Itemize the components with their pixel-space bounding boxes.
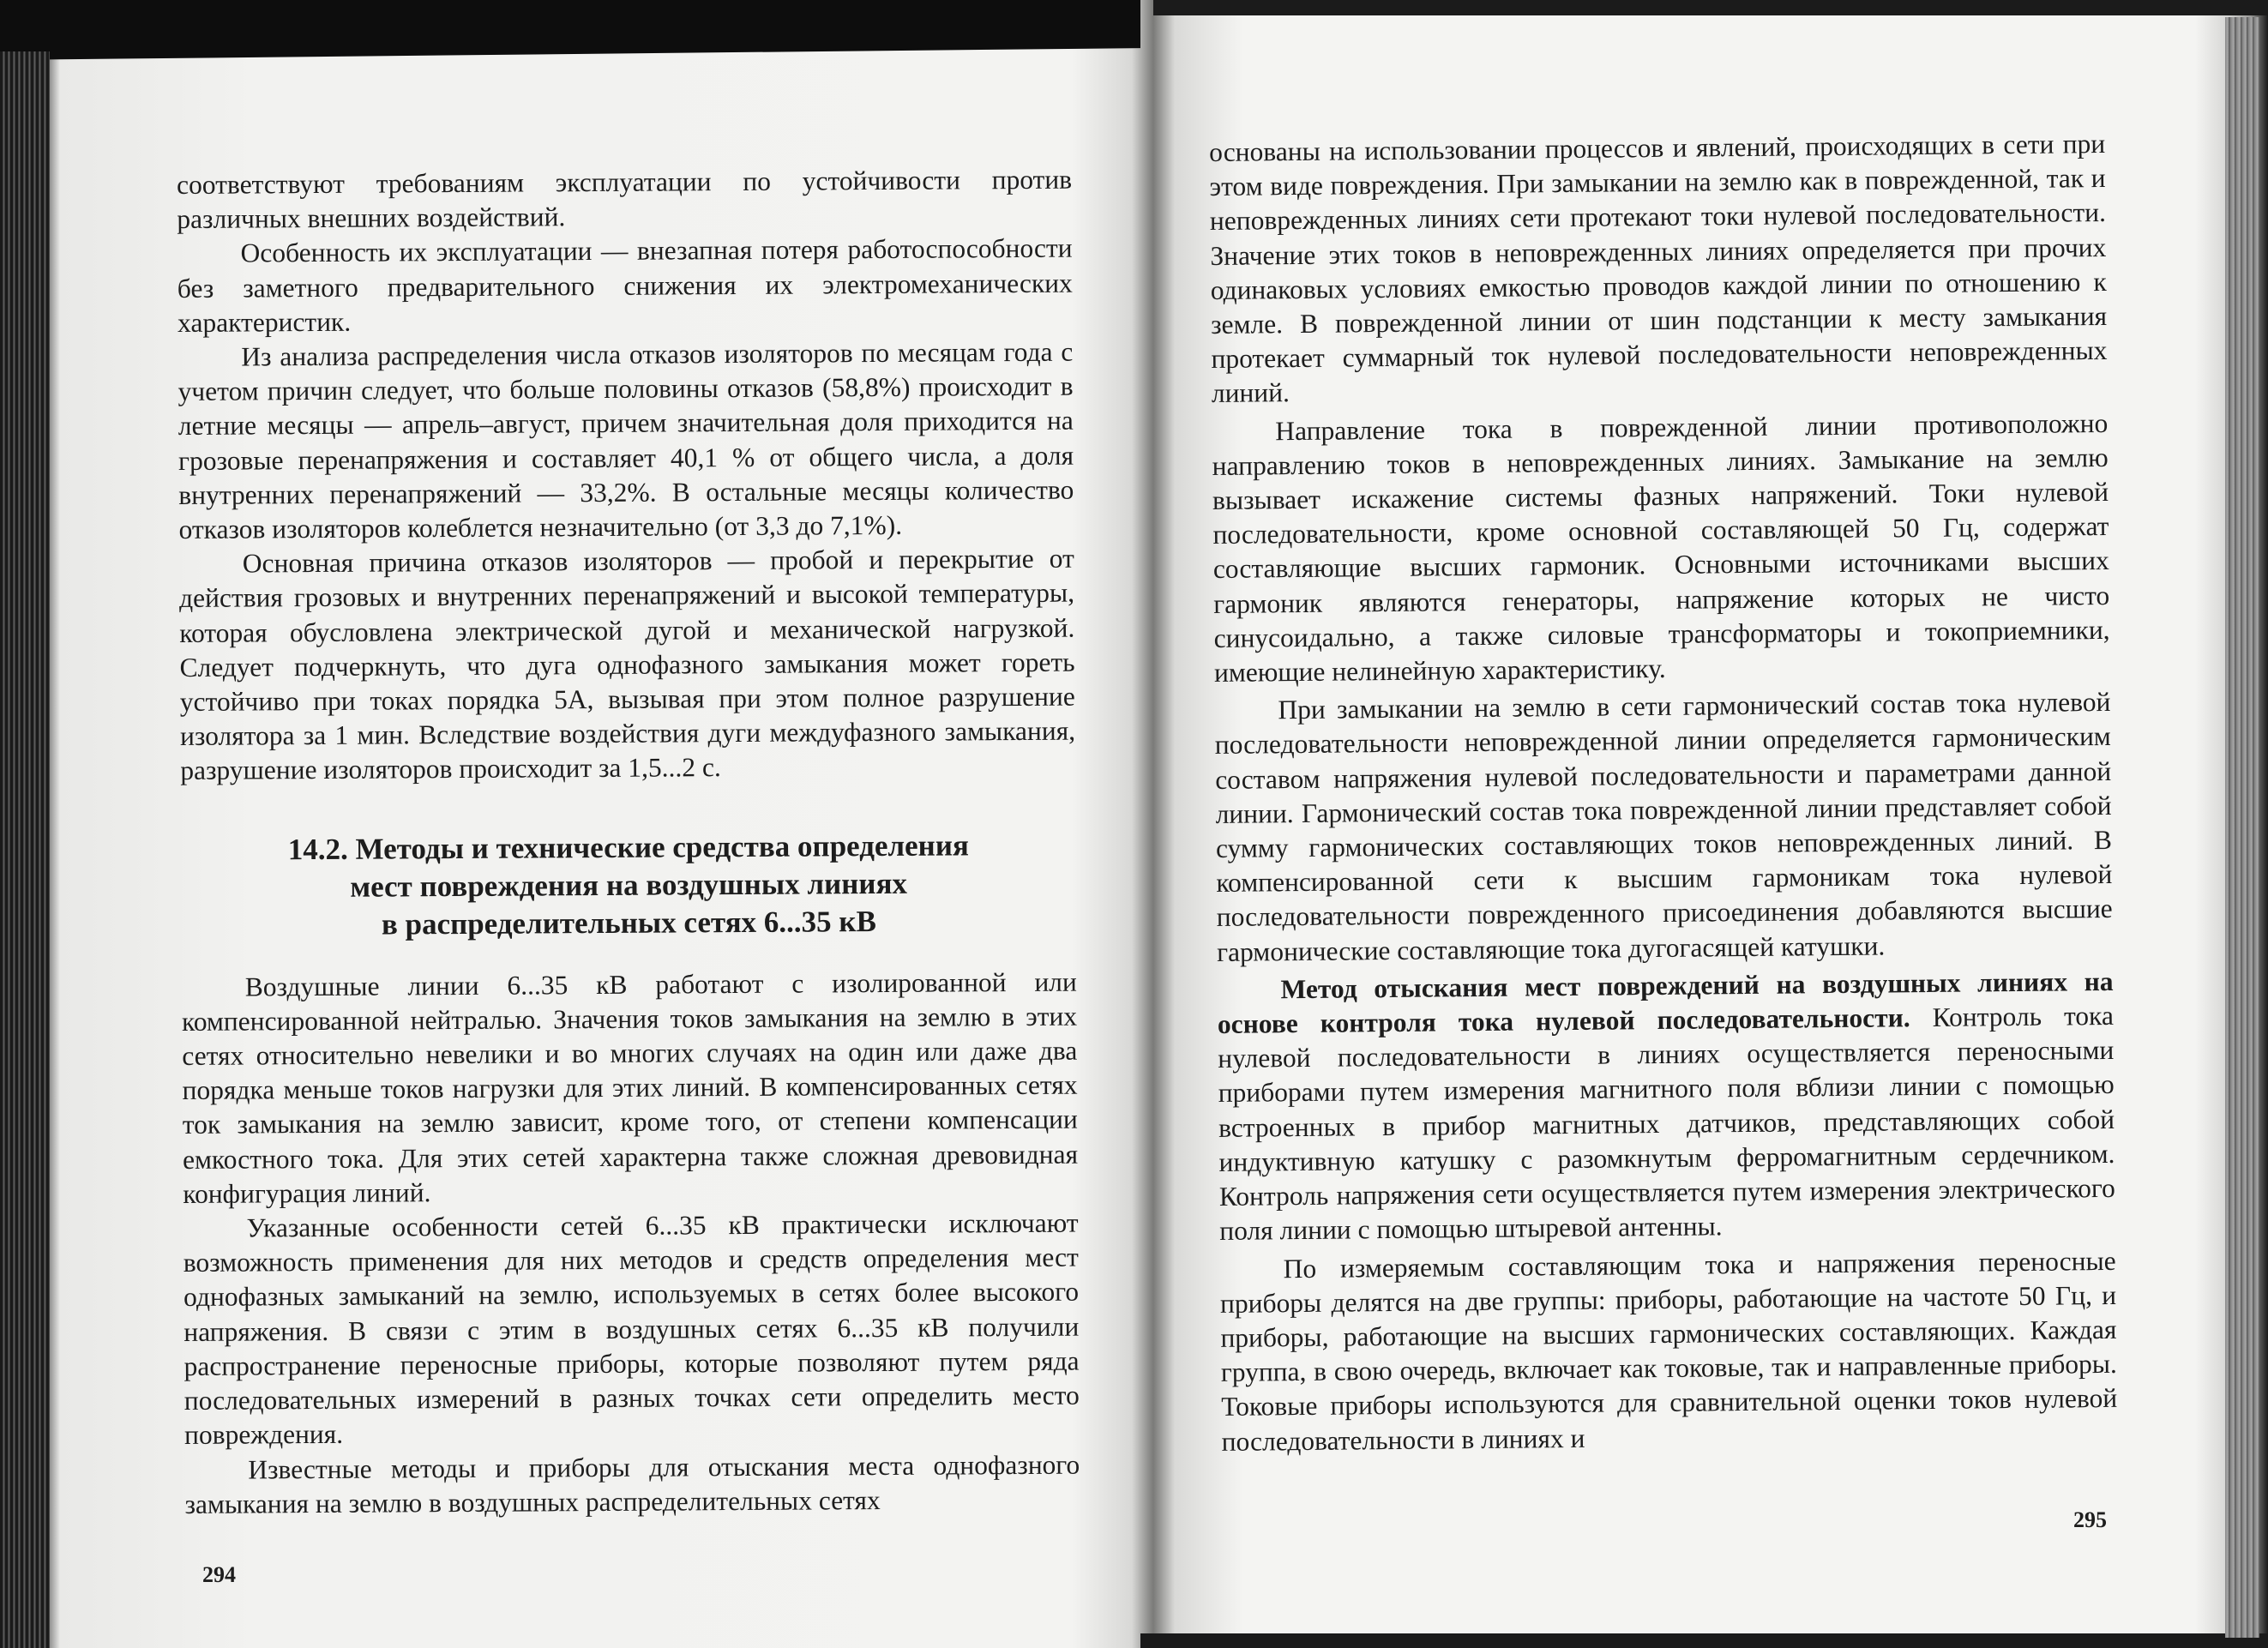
- right-page: [1209, 127, 2118, 1459]
- paragraph: Воздушные линии 6...35 кВ работают с изолированной или компенсированной нейтралью. Значения токов замыкания на землю в этих сетях относительно невелики и во многих случаях на один или даже два порядка меньше токов нагрузки для этих линий. В компенсированных сетях ток замыкания на землю зависит, кроме того, от степени компенсации емкостного тока. Для этих сетей характерна также сложная древовидная конфигурация линий.: [181, 966, 1079, 1209]
- left-page: [177, 163, 1080, 1522]
- scan-bottom-shadow-right: [1140, 1633, 2268, 1648]
- paragraph: Из анализа распределения числа отказов изоляторов по месяцам года с учетом причин следует, что больше половины отказов (58,8%) происходит в летние месяцы — апрель–август, причем значительная доля приходится на грозовые перенапряжения и составляет 40,1 % от общего числа, а доля внутренних перенапряжений — 33,2%. В остальные месяцы количество отказов изоляторов колеблется незначительно (от 3,3 до 7,1%).: [177, 336, 1074, 545]
- scan-top-shadow-right: [1153, 0, 2268, 15]
- page-edges-right: [2225, 17, 2259, 1638]
- paragraph: основаны на использовании процессов и явлений, происходящих в сети при этом виде повреждения. При замыкании на землю как в поврежденной, так и неповрежденных линиях сети протекают токи нулевой последовательности. Значение этих токов в неповрежденных линиях определяется при прочих одинаковых условиях емкостью проводов каждой линии по отношению к земле. В поврежденной линии от шин подстанции к месту замыкания протекает суммарный ток нулевой последовательности неповрежденных линий.: [1209, 128, 2108, 409]
- paragraph: По измеряемым составляющим тока и напряжения переносные приборы делятся на две группы: приборы, работающие на частоте 50 Гц, и приборы, работающие на высших гармонических составляющих. Каждая группа, в свою очередь, включает как токовые, так и направленные приборы. Токовые приборы используются для сравнительной оценки токов нулевой последовательности в линиях и: [1219, 1245, 2118, 1457]
- page-number-left: 294: [202, 1562, 236, 1587]
- paragraph: Известные методы и приборы для отыскания места однофазного замыкания на землю в воздушных распределительных сетях: [184, 1449, 1080, 1519]
- page-edges-left: [0, 51, 50, 1648]
- page-number-right: 295: [2073, 1507, 2107, 1532]
- paragraph: Направление тока в поврежденной линии противоположно направлению токов в неповрежденных линиях. Замыкание на землю вызывает искажение системы фазных напряжений. Токи нулевой последовательности, кроме основной составляющей 50 Гц, содержат составляющие высших гармоник. Основными источниками высших гармоник являются генераторы, напряжение которых не чисто синусоидально, а также силовые трансформаторы и токоприемники, имеющие нелинейную характеристику.: [1212, 407, 2110, 689]
- paragraph: Основная причина отказов изоляторов — пробой и перекрытие от действия грозовых и внутренних перенапряжений и высокой температуры, которая обусловлена электрической дугой и механической нагрузкой. Следует подчеркнуть, что дуга однофазного замыкания может гореть устойчиво при токах порядка 5А, вызывая при этом полное разрушение изолятора за 1 мин. Вследствие воздействия дуги междуфазного замыкания, разрушение изоляторов происходит за 1,5...2 с.: [178, 543, 1076, 786]
- paragraph: Особенность их эксплуатации — внезапная потеря работоспособности без заметного предварительного снижения их электромеханических характеристик.: [177, 233, 1073, 338]
- paragraph: соответствуют требованиям эксплуатации по устойчивости против различных внешних воздействий.: [177, 164, 1073, 235]
- paragraph: Метод отыскания мест повреждений на воздушных линиях на основе контроля тока нулевой последовательности. Контроль тока нулевой последовательности в линиях осуществляется переносными приборами путем измерения магнитного поля вблизи линии с помощью встроенных в прибор магнитных датчиков, представляющих собой индуктивную катушку с разомкнутым ферромагнитным сердечником. Контроль напряжения сети осуществляется путем измерения электрического поля линии с помощью штыревой антенны.: [1217, 965, 2115, 1247]
- paragraph: Указанные особенности сетей 6...35 кВ практически исключают возможность применения для них методов и средств определения мест однофазных замыканий на землю, используемых в сетях более высокого напряжения. В связи с этим в воздушных сетях 6...35 кВ получили распространение переносные приборы, которые позволяют путем ряда последовательных измерений в разных точках сети определить место повреждения.: [183, 1207, 1080, 1451]
- method-title: Метод отыскания мест повреждений на воздушных линиях на основе контроля тока нулевой последовательности.: [1217, 965, 2114, 1040]
- paragraph: При замыкании на землю в сети гармонический состав тока нулевой последовательности неповрежденной линии определяется гармоническим составом напряжения нулевой последовательности и параметрами данной линии. Гармонический состав тока поврежденной линии представляет собой сумму гармонических составляющих токов неповрежденных линий. В компенсированной сети к высшим гармоникам тока нулевой последовательности поврежденного присоединения добавляются высшие гармонические составляющие тока дугогасящей катушки.: [1214, 687, 2113, 967]
- section-heading: 14.2. Методы и технические средства определения мест повреждения на воздушных линиях в распределительных сетях 6...35 кВ: [287, 828, 969, 941]
